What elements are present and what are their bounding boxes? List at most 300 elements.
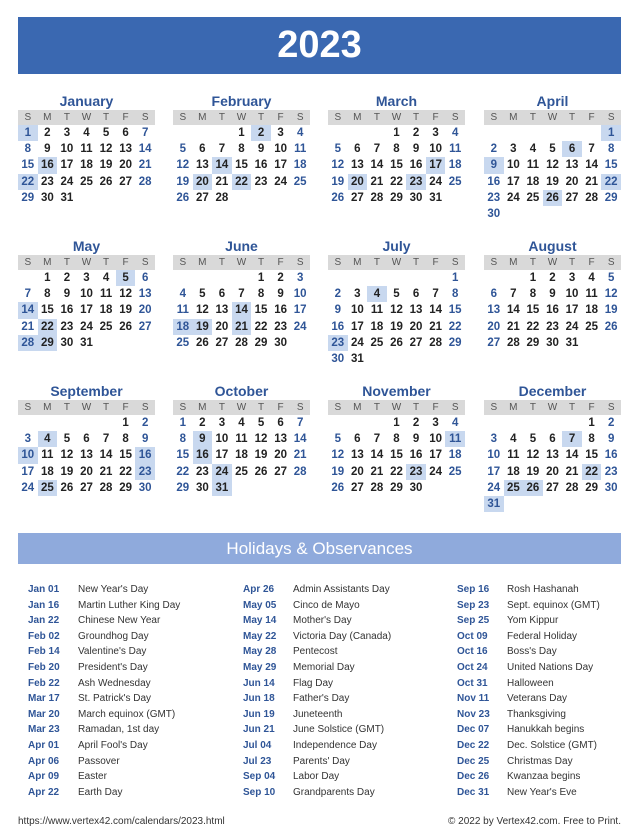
day-cell: 18	[293, 159, 307, 172]
day-cell: 11	[526, 159, 539, 172]
week-row	[173, 415, 310, 431]
weekday-label: T	[373, 257, 380, 268]
holiday-item	[28, 660, 180, 676]
empty-cell	[251, 190, 271, 206]
holiday-item	[243, 676, 391, 692]
holiday-name: Martin Luther King Day	[78, 599, 181, 611]
empty-cell	[367, 125, 387, 141]
day-cell: 23	[546, 320, 559, 333]
week-row	[18, 157, 155, 173]
weekday-label: W	[81, 402, 92, 413]
day-cell: 27	[487, 336, 501, 349]
empty-cell	[38, 415, 58, 431]
day-cell: 23	[40, 175, 54, 188]
holiday-date: Jul 23	[243, 755, 272, 767]
holiday-name: March equinox (GMT)	[78, 708, 176, 720]
day-cell: 21	[370, 175, 384, 188]
week-row	[173, 125, 310, 141]
empty-cell	[367, 351, 387, 367]
footer-url[interactable]: https://www.vertex42.com/calendars/2023.html	[18, 816, 225, 827]
holiday-name: Dec. Solstice (GMT)	[507, 739, 598, 751]
day-cell: 15	[604, 159, 618, 172]
day-cell: 29	[254, 336, 268, 349]
week-row	[328, 480, 465, 496]
week-row	[328, 157, 465, 173]
month-name: February	[211, 93, 272, 109]
weekday-label: T	[218, 112, 225, 123]
month-name: October	[214, 383, 269, 399]
holiday-name: St. Patrick's Day	[78, 693, 152, 705]
empty-cell	[523, 125, 543, 141]
day-cell: 17	[21, 465, 35, 478]
holiday-item	[28, 691, 180, 707]
weekday-label: S	[334, 112, 342, 123]
weekday-label: M	[43, 402, 52, 413]
day-cell: 4	[451, 417, 459, 429]
weekday-label: M	[198, 112, 207, 123]
day-cell: 6	[83, 433, 90, 446]
day-cell: 12	[331, 159, 345, 172]
day-cell: 4	[102, 272, 110, 284]
holiday-name: Grandparents Day	[293, 786, 375, 798]
day-cell: 21	[585, 175, 598, 188]
day-cell: 29	[390, 481, 403, 494]
day-cell: 25	[293, 175, 307, 188]
holiday-name: Boss's Day	[507, 646, 557, 658]
day-cell: 16	[38, 157, 58, 173]
day-cell: 3	[432, 417, 439, 429]
day-cell: 17	[350, 320, 364, 333]
week-row	[18, 125, 155, 141]
holiday-name: June Solstice (GMT)	[293, 724, 385, 736]
day-cell: 28	[18, 335, 38, 351]
month-name: June	[225, 238, 258, 254]
week-row	[328, 141, 465, 157]
week-row	[484, 415, 621, 431]
holiday-date: Dec 07	[457, 724, 490, 736]
empty-cell	[116, 190, 136, 206]
day-cell: 30	[604, 481, 618, 494]
holiday-name: Mother's Day	[293, 615, 352, 627]
empty-cell	[543, 125, 563, 141]
day-cell: 27	[274, 465, 287, 478]
day-cell: 20	[565, 175, 579, 188]
day-cell: 6	[562, 141, 582, 157]
holiday-name: Independence Day	[293, 739, 377, 751]
holiday-date: Oct 31	[457, 677, 488, 689]
week-row	[173, 286, 310, 302]
day-cell: 1	[238, 127, 245, 139]
weekday-label: F	[122, 112, 129, 123]
day-cell: 23	[487, 191, 501, 204]
day-cell: 22	[601, 174, 621, 190]
day-cell: 24	[274, 175, 287, 188]
day-cell: 18	[235, 449, 248, 462]
holiday-date: Sep 10	[243, 786, 276, 798]
day-cell: 16	[254, 159, 268, 172]
day-cell: 15	[235, 159, 248, 172]
month-name: September	[50, 383, 123, 399]
day-cell: 12	[99, 143, 113, 156]
day-cell: 23	[195, 465, 209, 478]
day-cell: 4	[367, 286, 387, 302]
weekday-header	[173, 400, 310, 415]
week-row	[328, 174, 465, 190]
month-october	[173, 382, 310, 496]
empty-cell	[290, 480, 310, 496]
day-cell: 21	[370, 465, 384, 478]
day-cell: 29	[448, 336, 462, 349]
week-row	[484, 302, 621, 318]
holidays-header: Holidays & Observances	[18, 533, 621, 564]
day-cell: 16	[193, 447, 213, 463]
day-cell: 12	[390, 304, 403, 317]
holiday-item	[243, 785, 391, 801]
day-cell: 4	[38, 431, 58, 447]
day-cell: 28	[99, 481, 113, 494]
day-cell: 10	[18, 447, 38, 463]
day-cell: 28	[235, 336, 248, 349]
day-cell: 4	[179, 288, 186, 301]
day-cell: 12	[604, 288, 618, 301]
holiday-name: Easter	[78, 771, 107, 783]
week-row	[173, 190, 310, 206]
holiday-name: Ramadan, 1st day	[78, 724, 160, 736]
empty-cell	[445, 190, 465, 206]
holiday-name: Federal Holiday	[507, 630, 578, 642]
empty-cell	[18, 415, 38, 431]
day-cell: 29	[176, 481, 190, 494]
empty-cell	[367, 415, 387, 431]
day-cell: 19	[119, 304, 132, 317]
day-cell: 21	[293, 449, 307, 462]
day-cell: 3	[490, 433, 497, 446]
holiday-name: Halloween	[507, 677, 554, 689]
holiday-item	[243, 613, 391, 629]
day-cell: 8	[44, 288, 51, 301]
day-cell: 19	[604, 304, 618, 317]
holiday-item	[28, 738, 180, 754]
week-row	[18, 190, 155, 206]
day-cell: 20	[350, 465, 364, 478]
holiday-date: Jan 01	[28, 584, 60, 595]
day-cell: 20	[409, 320, 423, 333]
day-cell: 11	[294, 143, 307, 156]
day-cell: 15	[176, 449, 190, 462]
day-cell: 5	[529, 433, 537, 446]
day-cell: 18	[585, 304, 598, 317]
day-cell: 2	[277, 272, 284, 284]
empty-cell	[601, 206, 621, 222]
empty-cell	[96, 415, 116, 431]
day-cell: 24	[60, 175, 74, 188]
day-cell: 12	[254, 433, 268, 446]
day-cell: 10	[293, 288, 307, 301]
day-cell: 9	[549, 288, 556, 301]
day-cell: 28	[506, 336, 520, 349]
holiday-item	[243, 738, 391, 754]
day-cell: 17	[506, 175, 520, 188]
empty-cell	[543, 206, 563, 222]
weekday-label: T	[63, 112, 70, 123]
holiday-item	[28, 644, 180, 660]
day-cell: 8	[529, 288, 537, 301]
day-cell: 19	[176, 175, 190, 188]
day-cell: 16	[604, 449, 618, 462]
week-row	[328, 415, 465, 431]
day-cell: 22	[232, 174, 252, 190]
day-cell: 27	[350, 481, 364, 494]
holidays-column	[457, 582, 600, 800]
empty-cell	[562, 496, 582, 512]
week-row	[328, 319, 465, 335]
day-cell: 27	[215, 336, 229, 349]
weekday-label: W	[81, 257, 92, 268]
empty-cell	[601, 496, 621, 512]
holiday-name: Sept. equinox (GMT)	[507, 599, 600, 611]
day-cell: 24	[80, 320, 93, 333]
day-cell: 15	[40, 304, 54, 317]
week-row	[18, 335, 155, 351]
day-cell: 21	[565, 465, 579, 478]
weekday-label: S	[296, 402, 304, 413]
day-cell: 30	[195, 481, 209, 494]
month-name: May	[72, 238, 101, 254]
holiday-name: New Year's Day	[78, 584, 149, 595]
empty-cell	[18, 270, 38, 286]
holiday-item	[243, 769, 391, 785]
day-cell: 22	[18, 174, 38, 190]
empty-cell	[582, 335, 602, 351]
day-cell: 20	[487, 320, 501, 333]
day-cell: 1	[18, 125, 38, 141]
day-cell: 30	[546, 336, 559, 349]
day-cell: 20	[546, 465, 559, 478]
holiday-name: Victoria Day (Canada)	[293, 630, 392, 642]
holiday-date: Feb 20	[28, 661, 60, 673]
day-cell: 14	[565, 449, 579, 462]
weekday-label: F	[588, 112, 595, 123]
day-cell: 19	[99, 159, 113, 172]
weekday-label: T	[529, 402, 536, 413]
week-row	[484, 270, 621, 286]
day-cell: 28	[565, 481, 579, 494]
week-row	[173, 335, 310, 351]
weekday-label: T	[373, 402, 380, 413]
holiday-date: Jun 21	[243, 724, 275, 736]
day-cell: 24	[429, 465, 442, 478]
day-cell: 25	[448, 465, 462, 478]
day-cell: 27	[565, 191, 579, 204]
empty-cell	[290, 190, 310, 206]
day-cell: 26	[523, 480, 543, 496]
weekday-label: T	[63, 402, 70, 413]
weekday-label: S	[179, 402, 187, 413]
holiday-name: Valentine's Day	[78, 646, 147, 658]
week-row	[18, 270, 155, 286]
weekday-label: W	[547, 257, 558, 268]
day-cell: 14	[370, 449, 384, 462]
holiday-date: May 14	[243, 615, 277, 627]
day-cell: 16	[487, 175, 501, 188]
weekday-label: M	[509, 112, 518, 123]
holiday-date: Feb 22	[28, 677, 60, 689]
empty-cell	[543, 415, 563, 431]
day-cell: 4	[588, 272, 595, 284]
day-cell: 10	[60, 143, 74, 156]
day-cell: 23	[406, 464, 426, 480]
holiday-name: Chinese New Year	[78, 615, 161, 627]
day-cell: 21	[232, 319, 252, 335]
day-cell: 25	[235, 465, 248, 478]
week-row	[484, 464, 621, 480]
weekday-label: T	[102, 257, 110, 268]
weekday-label: S	[607, 257, 615, 268]
day-cell: 11	[99, 288, 113, 301]
weekday-header	[328, 110, 465, 125]
day-cell: 18	[370, 320, 384, 333]
week-row	[18, 286, 155, 302]
day-cell: 22	[254, 320, 268, 333]
empty-cell	[484, 415, 504, 431]
day-cell: 10	[429, 143, 442, 156]
empty-cell	[135, 190, 155, 206]
day-cell: 25	[38, 480, 58, 496]
holiday-date: May 29	[243, 661, 277, 673]
holiday-item	[243, 660, 391, 676]
day-cell: 28	[138, 175, 152, 188]
empty-cell	[445, 480, 465, 496]
day-cell: 6	[354, 433, 361, 446]
month-january	[18, 92, 155, 206]
day-cell: 9	[193, 431, 213, 447]
week-row	[328, 351, 465, 367]
holiday-name: Rosh Hashanah	[507, 584, 579, 595]
day-cell: 5	[334, 433, 341, 446]
month-name: December	[518, 383, 587, 399]
day-cell: 10	[506, 159, 520, 172]
day-cell: 9	[412, 143, 420, 156]
weekday-label: T	[218, 402, 225, 413]
weekday-label: T	[412, 402, 420, 413]
day-cell: 15	[21, 159, 35, 172]
holiday-date: Dec 25	[457, 755, 490, 767]
day-cell: 24	[293, 320, 307, 333]
day-cell: 3	[354, 288, 361, 301]
weekday-label: S	[24, 402, 32, 413]
day-cell: 25	[448, 175, 462, 188]
empty-cell	[426, 270, 446, 286]
day-cell: 2	[412, 127, 420, 139]
weekday-header	[173, 255, 310, 270]
day-cell: 15	[448, 304, 462, 317]
weekday-label: M	[353, 257, 362, 268]
day-cell: 1	[179, 417, 186, 429]
day-cell: 10	[350, 304, 364, 317]
weekday-label: S	[24, 257, 32, 268]
holiday-item	[243, 754, 391, 770]
day-cell: 23	[254, 175, 268, 188]
day-cell: 26	[119, 320, 132, 333]
week-row	[18, 415, 155, 431]
empty-cell	[290, 335, 310, 351]
day-cell: 18	[80, 159, 93, 172]
empty-cell	[135, 335, 155, 351]
weekday-header	[18, 255, 155, 270]
day-cell: 14	[293, 433, 307, 446]
day-cell: 27	[195, 191, 209, 204]
weekday-label: S	[334, 402, 342, 413]
week-row	[328, 125, 465, 141]
day-cell: 26	[254, 465, 268, 478]
day-cell: 11	[445, 431, 465, 447]
holiday-name: Christmas Day	[507, 755, 573, 767]
day-cell: 3	[218, 417, 226, 429]
empty-cell	[96, 190, 116, 206]
month-september	[18, 382, 155, 496]
empty-cell	[348, 125, 368, 141]
day-cell: 13	[565, 159, 579, 172]
weekday-label: S	[334, 257, 342, 268]
weekday-label: T	[529, 257, 536, 268]
day-cell: 18	[99, 304, 113, 317]
holiday-date: Apr 01	[28, 739, 60, 751]
day-cell: 3	[568, 272, 576, 284]
day-cell: 7	[373, 433, 381, 446]
weekday-label: M	[509, 402, 518, 413]
holiday-date: Sep 16	[457, 584, 490, 595]
day-cell: 24	[212, 464, 232, 480]
holiday-date: Mar 17	[28, 693, 60, 705]
day-cell: 13	[119, 143, 132, 156]
day-cell: 19	[254, 449, 268, 462]
day-cell: 30	[409, 481, 423, 494]
day-cell: 3	[296, 272, 304, 284]
day-cell: 14	[506, 304, 520, 317]
weekday-label: S	[296, 112, 304, 123]
day-cell: 25	[176, 336, 190, 349]
day-cell: 19	[390, 320, 403, 333]
day-cell: 8	[393, 143, 400, 156]
day-cell: 20	[138, 304, 152, 317]
day-cell: 25	[80, 175, 93, 188]
day-cell: 12	[331, 449, 345, 462]
weekday-label: T	[568, 402, 576, 413]
weekday-label: W	[391, 402, 402, 413]
empty-cell	[328, 270, 348, 286]
day-cell: 21	[506, 320, 520, 333]
holiday-item	[28, 598, 180, 614]
day-cell: 13	[195, 159, 209, 172]
day-cell: 14	[232, 302, 252, 318]
weekday-label: F	[588, 257, 595, 268]
day-cell: 6	[354, 143, 361, 156]
day-cell: 26	[390, 336, 403, 349]
holiday-date: Jul 04	[243, 739, 272, 751]
holiday-date: Jun 14	[243, 677, 275, 689]
day-cell: 27	[409, 336, 423, 349]
day-cell: 4	[510, 433, 517, 446]
day-cell: 26	[60, 481, 74, 494]
day-cell: 7	[510, 288, 517, 301]
day-cell: 1	[588, 417, 595, 429]
empty-cell	[543, 496, 563, 512]
weekday-label: S	[141, 257, 149, 268]
weekday-header	[18, 400, 155, 415]
weekday-label: W	[547, 402, 558, 413]
day-cell: 12	[546, 159, 559, 172]
empty-cell	[57, 415, 77, 431]
